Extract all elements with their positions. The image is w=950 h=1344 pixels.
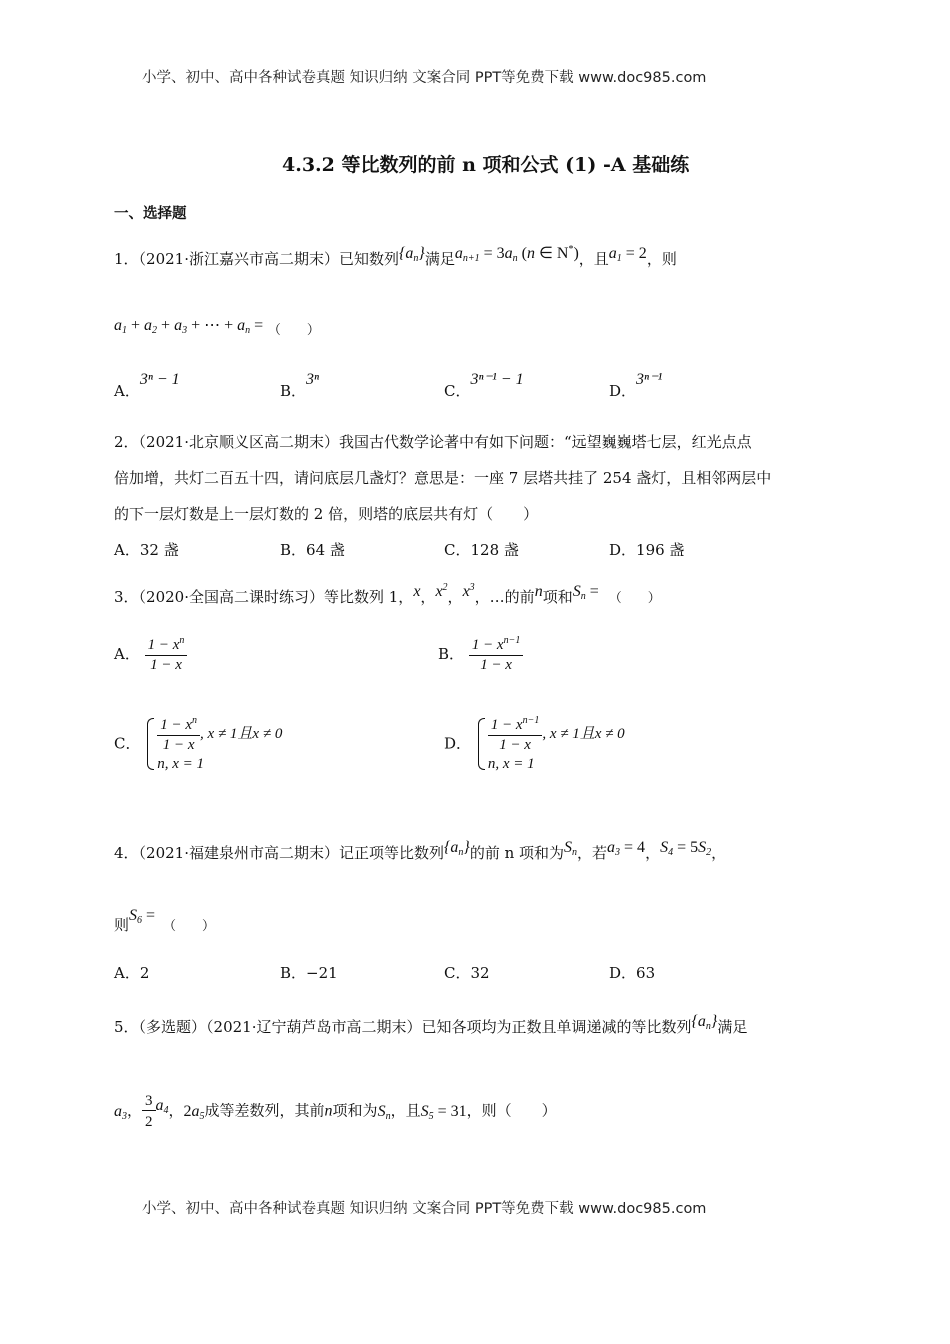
option-label: C． bbox=[114, 734, 141, 753]
q4-sn: $S_n$ bbox=[564, 839, 578, 858]
q4-a3: $a_3 = 4$ bbox=[607, 839, 646, 858]
q1-sum-expr: $a_1 + a_2 + a_3$ + ⋯ + $a_n$ = bbox=[114, 317, 264, 336]
fraction: $\frac{1 - x^{n-1}}{1 - x}$ bbox=[469, 636, 524, 673]
q4-seq-an: $\{a_n\}$ bbox=[444, 839, 470, 858]
question-4-line-1: 4．（2021·福建泉州市高二期末）记正项等比数列$\{a_n\}$的前 n 项和为$S_n$，若$a_3 = 4$，$S_4 = 5S_2$， bbox=[114, 839, 727, 862]
option-expr: 3ⁿ⁻¹ − 1 bbox=[470, 371, 524, 388]
q5-s5: $S_5 = 31$ bbox=[420, 1102, 467, 1122]
option-label: B． bbox=[280, 382, 307, 400]
option-label: A． bbox=[114, 382, 140, 400]
fraction: $\frac{3}{2}$ bbox=[142, 1092, 156, 1131]
q1-option-c bbox=[444, 371, 524, 400]
q5-sn: $S_n$ bbox=[377, 1102, 391, 1122]
q5-line2-mid2: 项和为 bbox=[332, 1101, 378, 1120]
option-label: A． bbox=[114, 964, 140, 982]
q3-option-a bbox=[114, 636, 187, 673]
q4-line2-suffix: （ ） bbox=[163, 919, 216, 934]
fraction: $\frac{1 - x^n}{1 - x}$ bbox=[157, 716, 200, 753]
fraction: $\frac{1 - x^n}{1 - x}$ bbox=[145, 636, 188, 673]
case-two: n, x = 1 bbox=[487, 756, 535, 772]
q3-terms: x bbox=[413, 583, 421, 600]
q1-seq-an: $\{a_n\}$ bbox=[399, 245, 425, 264]
q4-option-a bbox=[114, 966, 149, 981]
q3-suffix: （ ） bbox=[608, 591, 661, 606]
piecewise bbox=[476, 716, 625, 772]
option-label: B． bbox=[438, 645, 465, 663]
question-2-line-2: 倍加增，共灯二百五十四，请问底层几盏灯？意思是：一座 7 层塔共挂了 254 盏灯，且相邻两层中 bbox=[114, 469, 772, 487]
q4-mid2: ，若 bbox=[577, 844, 608, 862]
q3-sn: $S_n$ = bbox=[572, 583, 599, 602]
option-text: 32 盏 bbox=[139, 541, 179, 559]
condition: , x ≠ 1且x ≠ 0 bbox=[200, 725, 283, 742]
option-text: 128 盏 bbox=[470, 541, 519, 559]
q5-line2-suffix: ，则（ ） bbox=[466, 1101, 557, 1120]
question-3-line-1: 3．（2020·全国高二课时练习）等比数列 1，x，$x^2$，$x^3$，…的前n项和$S_n$ = （ ） bbox=[114, 582, 661, 606]
q3-option-b bbox=[438, 636, 523, 673]
q4-line2-prefix: 则 bbox=[114, 916, 130, 934]
option-label: A． bbox=[114, 645, 140, 663]
question-1-line-1 bbox=[114, 244, 677, 268]
q5-prefix: 5．（多选题）（2021·辽宁葫芦岛市高二期末）已知各项均为正数且单调递减的等比数列 bbox=[114, 1018, 692, 1036]
q4-prefix: 4．（2021·福建泉州市高二期末）记正项等比数列 bbox=[114, 844, 444, 862]
fraction: $\frac{1 - x^{n-1}}{1 - x}$ bbox=[488, 716, 543, 753]
option-text: 32 bbox=[470, 964, 490, 982]
condition: , x ≠ 1且x ≠ 0 bbox=[542, 725, 625, 742]
option-label: D． bbox=[609, 382, 637, 400]
option-text: 63 bbox=[636, 964, 656, 982]
q4-option-b bbox=[280, 966, 338, 981]
question-4-line-2 bbox=[114, 906, 215, 935]
option-text: −21 bbox=[306, 964, 338, 982]
q2-option-b bbox=[280, 543, 345, 558]
q5-2a5: $2a_5$ bbox=[183, 1102, 205, 1122]
q4-option-d bbox=[609, 966, 655, 981]
option-expr: 3ⁿ bbox=[306, 371, 320, 388]
q3-prefix: 3．（2020·全国高二课时练习）等比数列 1， bbox=[114, 588, 414, 606]
q5-a3: $a_3$ bbox=[114, 1102, 127, 1122]
option-text: 64 盏 bbox=[306, 541, 345, 559]
q5-line2-mid3: ，且 bbox=[390, 1101, 421, 1120]
q3-option-d bbox=[444, 716, 625, 772]
q1-suffix: ，则 bbox=[646, 250, 677, 268]
question-2-line-1: 2．（2021·北京顺义区高二期末）我国古代数学论著中有如下问题：“远望巍巍塔七层，红光点点 bbox=[114, 433, 752, 451]
q5-a4: $a_4$ bbox=[155, 1096, 169, 1116]
q2-option-a bbox=[114, 543, 179, 558]
option-text: 2 bbox=[139, 964, 150, 982]
q3-mid: ，…的前 bbox=[474, 588, 535, 606]
q4-s4: $S_4 = 5S_2$ bbox=[660, 839, 712, 858]
option-text: 196 盏 bbox=[636, 541, 685, 559]
case-two: n, x = 1 bbox=[157, 756, 205, 772]
q5-seq-an: $\{a_n\}$ bbox=[691, 1013, 718, 1032]
option-expr: 3ⁿ − 1 bbox=[139, 371, 180, 388]
page-header: 小学、初中、高中各种试卷真题 知识归纳 文案合同 PPT等免费下载 www.doc985.com bbox=[142, 70, 707, 86]
option-label: D． bbox=[609, 541, 637, 559]
option-label: C． bbox=[444, 541, 471, 559]
q1-mid1: 满足 bbox=[424, 250, 455, 268]
q3-mid2: 项和 bbox=[542, 588, 573, 606]
q3-n: n bbox=[534, 583, 543, 600]
q4-mid: 的前 n 项和为 bbox=[469, 844, 565, 862]
question-5-line-1 bbox=[114, 1012, 747, 1036]
option-label: C． bbox=[444, 964, 471, 982]
q4-suffix: ， bbox=[711, 844, 727, 862]
q5-n: n bbox=[324, 1102, 333, 1120]
question-1-line-2 bbox=[114, 316, 320, 339]
option-label: B． bbox=[280, 541, 307, 559]
q4-option-c bbox=[444, 966, 490, 981]
option-label: A． bbox=[114, 541, 140, 559]
q1-option-a bbox=[114, 371, 180, 400]
q3-x3: $x^3$ bbox=[462, 582, 475, 600]
section-heading: 一、选择题 bbox=[114, 205, 187, 222]
page-footer: 小学、初中、高中各种试卷真题 知识归纳 文案合同 PPT等免费下载 www.doc985.com bbox=[142, 1201, 707, 1217]
q1-mid2: ，且 bbox=[578, 250, 609, 268]
question-5-line-2: $a_3$， $\frac{3}{2}$ $a_4$，$2a_5$成等差数列，其前n项和为$S_n$，且$S_5 = 31$，则（ ） bbox=[114, 1093, 557, 1130]
piecewise bbox=[145, 716, 282, 772]
question-2-line-3: 的下一层灯数是上一层灯数的 2 倍，则塔的底层共有灯（ ） bbox=[114, 505, 539, 523]
q2-option-c bbox=[444, 543, 519, 558]
q1-recurrence: $a_{n+1} = 3a_n$ (n ∈ N*) bbox=[454, 244, 579, 264]
option-label: D． bbox=[609, 964, 637, 982]
option-label: B． bbox=[280, 964, 307, 982]
q3-option-c bbox=[114, 716, 282, 772]
q1-option-b bbox=[280, 371, 320, 400]
option-label: C． bbox=[444, 382, 471, 400]
q4-s6: $S_6$ = bbox=[129, 907, 156, 926]
option-expr: 3ⁿ⁻¹ bbox=[636, 371, 663, 388]
q1-a1: $a_1 = 2$ bbox=[608, 245, 647, 264]
q1-prefix: 1．（2021·浙江嘉兴市高二期末）已知数列 bbox=[114, 250, 399, 268]
q3-x2: $x^2$ bbox=[435, 582, 448, 600]
page-title: 4.3.2 等比数列的前 n 项和公式 (1) -A 基础练 bbox=[282, 154, 690, 176]
q1-sum-tail: （ ） bbox=[267, 323, 320, 338]
q5-line2-mid: 成等差数列，其前 bbox=[204, 1101, 325, 1120]
q2-option-d bbox=[609, 543, 684, 558]
q1-option-d bbox=[609, 371, 663, 400]
option-label: D． bbox=[444, 734, 472, 753]
q5-suffix: 满足 bbox=[717, 1018, 748, 1036]
